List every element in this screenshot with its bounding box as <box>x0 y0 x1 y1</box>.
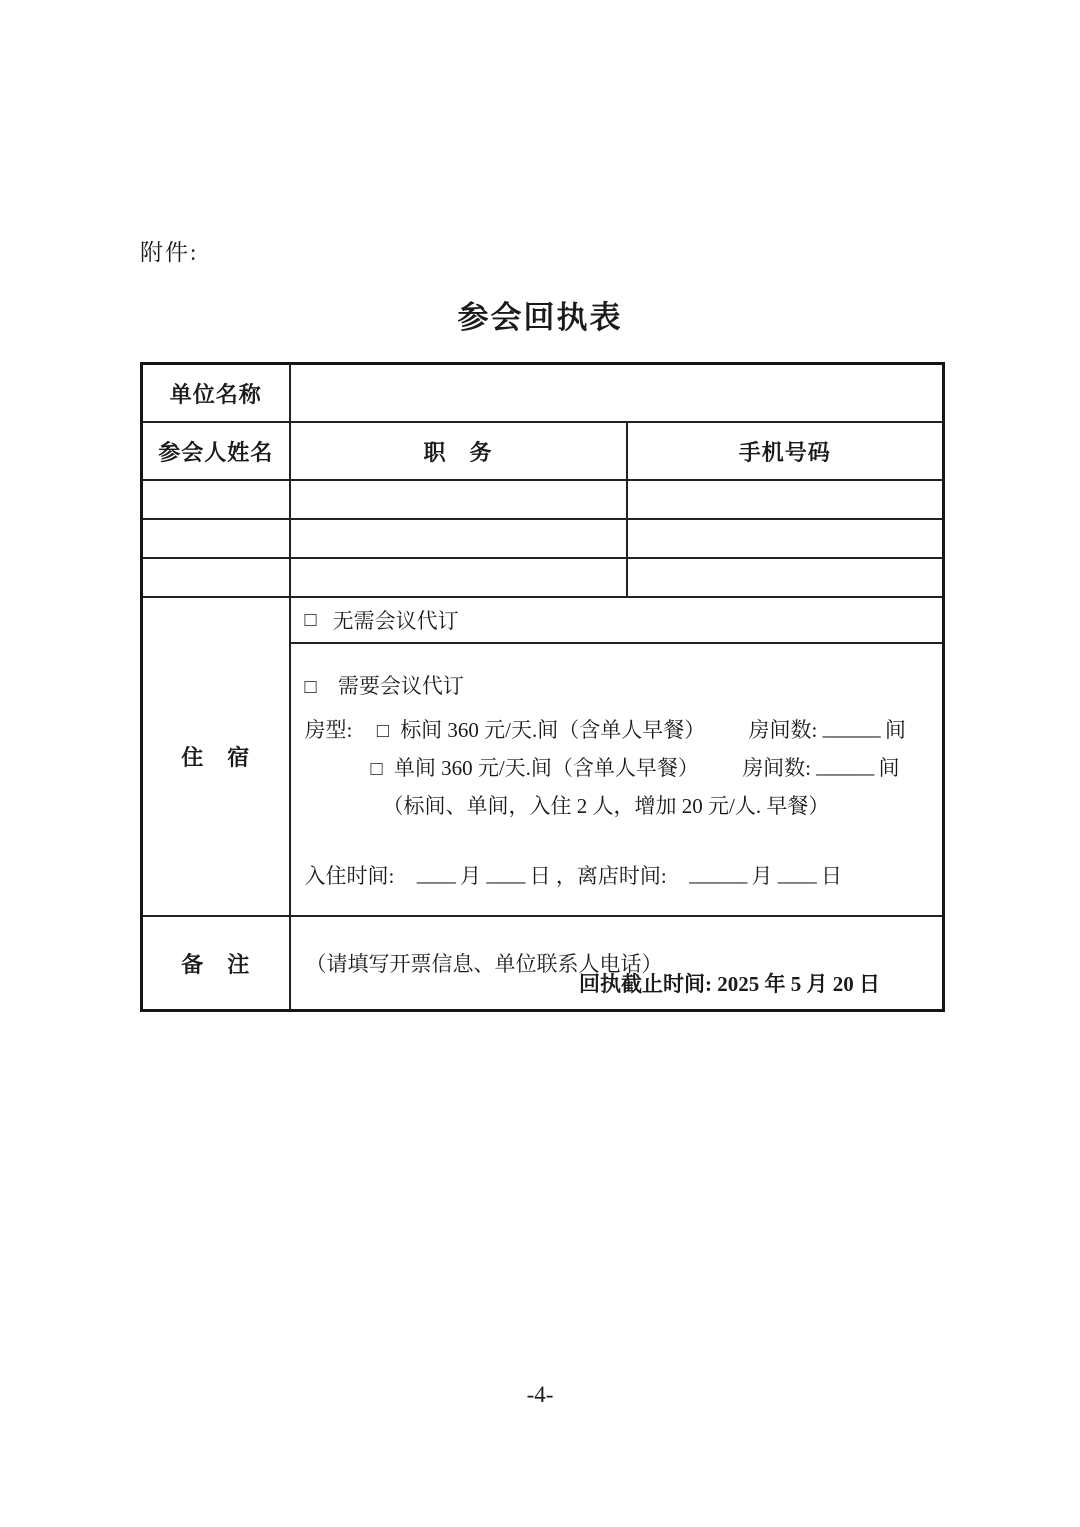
checkin-checkout-line <box>305 858 935 895</box>
extra-note-text: （标间、单间，入住 2 人，增加 20 元/人. 早餐） <box>382 794 830 818</box>
position-header: 职 务 <box>290 422 627 480</box>
room-count-blank[interactable]: ______ <box>816 754 874 778</box>
month-label: 月 <box>751 864 773 888</box>
phone-cell[interactable] <box>627 480 944 519</box>
checkbox-single-room-icon[interactable]: □ <box>370 758 383 780</box>
page-title: 参会回执表 <box>457 300 623 335</box>
extra-note-line <box>305 788 935 825</box>
accommodation-label: 住 宿 <box>142 597 290 916</box>
unit-name-label: 单位名称 <box>142 364 290 423</box>
checkin-label: 入住时间: <box>304 864 395 888</box>
attendee-name-header: 参会人姓名 <box>142 422 290 480</box>
standard-room-line <box>305 712 935 750</box>
booking-detail-section <box>291 644 943 915</box>
position-cell[interactable] <box>290 519 627 558</box>
table-row <box>142 519 944 558</box>
table-row-accommodation <box>142 597 944 916</box>
room-count-label: 房间数: <box>742 756 812 780</box>
checkbox-no-booking-icon[interactable]: □ <box>304 608 317 631</box>
single-room-line <box>305 750 935 788</box>
attendee-name-cell[interactable] <box>142 558 290 597</box>
position-cell[interactable] <box>290 480 627 519</box>
room-type-prefix: 房型: <box>304 718 353 742</box>
room-unit-label: 间 <box>884 718 906 742</box>
need-booking-option <box>305 668 935 706</box>
need-booking-label: 需要会议代订 <box>337 674 464 698</box>
table-header-row <box>142 422 944 480</box>
room-count-blank[interactable]: ______ <box>822 716 880 740</box>
day-label: 日 <box>529 864 551 888</box>
remarks-content: （请填写开票信息、单位联系人电话） <box>305 952 663 976</box>
phone-cell[interactable] <box>627 558 944 597</box>
no-booking-option <box>291 598 943 644</box>
table-row <box>142 558 944 597</box>
reply-form-table <box>140 362 945 1012</box>
month-label: 月 <box>460 864 482 888</box>
room-unit-label: 间 <box>878 756 900 780</box>
unit-name-input-cell[interactable] <box>290 364 944 423</box>
room-count-label: 房间数: <box>748 718 818 742</box>
attendee-name-cell[interactable] <box>142 480 290 519</box>
phone-header: 手机号码 <box>627 422 944 480</box>
phone-cell[interactable] <box>627 519 944 558</box>
checkout-month-blank[interactable]: ______ <box>689 862 747 886</box>
page-number: -4- <box>526 1382 554 1407</box>
remarks-label: 备 注 <box>142 916 290 1011</box>
checkbox-standard-room-icon[interactable]: □ <box>376 720 389 742</box>
attendee-name-cell[interactable] <box>142 519 290 558</box>
single-room-label: 单间 360 元/天.间（含单人早餐） <box>393 756 699 780</box>
checkbox-need-booking-icon[interactable]: □ <box>304 676 317 698</box>
day-label: 日 <box>820 864 842 888</box>
standard-room-label: 标间 360 元/天.间（含单人早餐） <box>400 718 706 742</box>
no-booking-label: 无需会议代订 <box>332 609 459 633</box>
checkin-day-blank[interactable]: ____ <box>486 862 525 886</box>
checkout-day-blank[interactable]: ____ <box>777 862 816 886</box>
reply-deadline-text: 回执截止时间: 2025 年 5 月 20 日 <box>579 972 880 996</box>
position-cell[interactable] <box>290 558 627 597</box>
attachment-label: 附件: <box>140 240 199 265</box>
checkin-month-blank[interactable]: ____ <box>416 862 455 886</box>
checkout-label: ，离店时间: <box>555 864 667 888</box>
accommodation-content-cell <box>290 597 944 916</box>
table-row-unit-name <box>142 364 944 423</box>
table-row <box>142 480 944 519</box>
